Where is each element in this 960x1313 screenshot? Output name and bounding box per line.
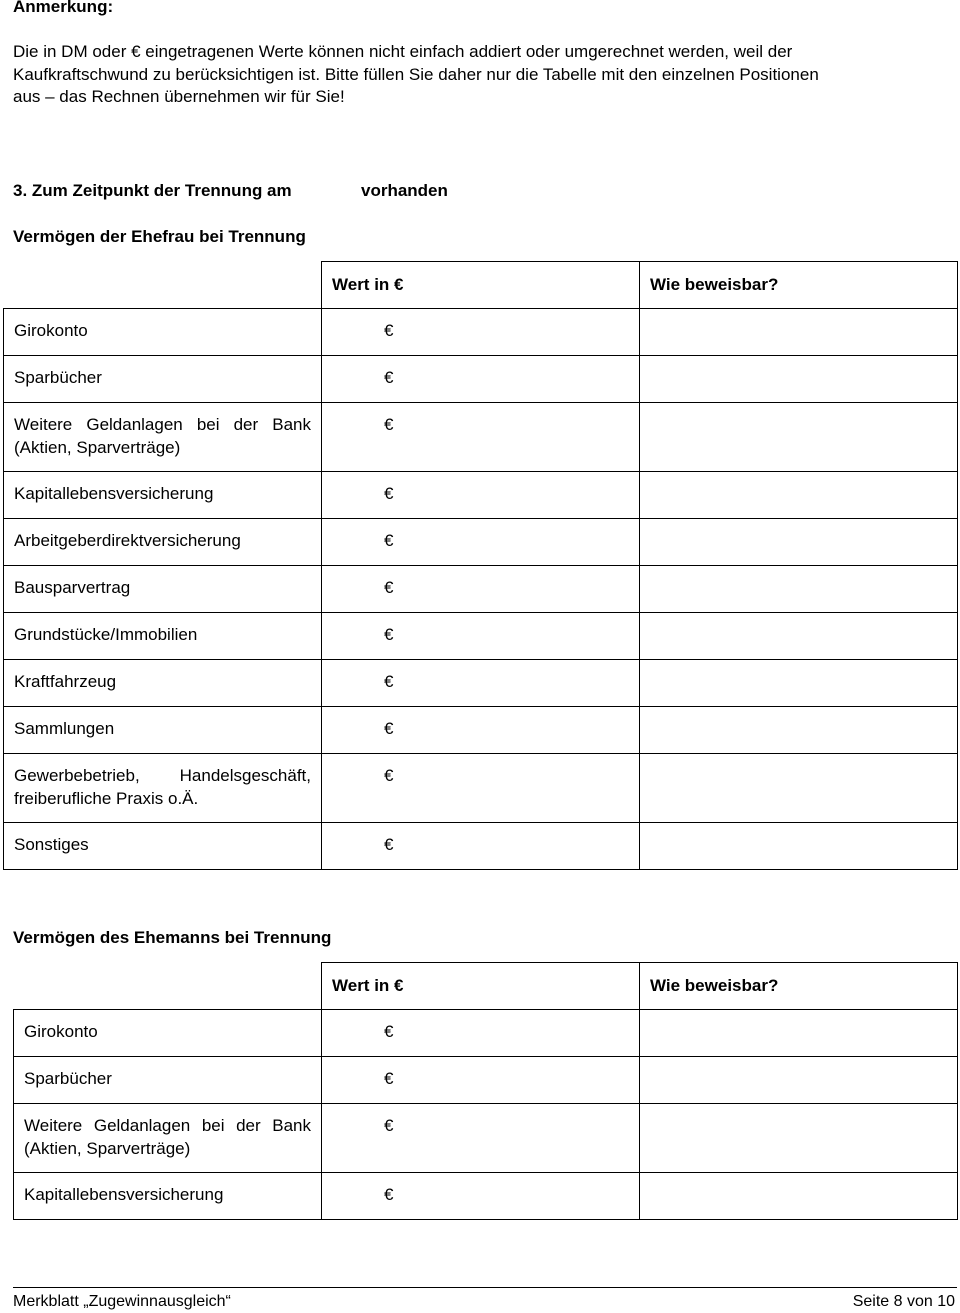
header-value: Wert in €	[322, 262, 640, 309]
row-label-line: Gewerbebetrieb, Handelsgeschäft,	[14, 766, 311, 785]
footer-document-title: Merkblatt „Zugewinnausgleich“	[13, 1293, 231, 1310]
proof-cell[interactable]	[640, 519, 958, 566]
proof-cell[interactable]	[640, 356, 958, 403]
table-row	[4, 754, 958, 823]
proof-cell[interactable]	[640, 1173, 958, 1220]
value-cell[interactable]: €	[322, 519, 640, 566]
value-cell[interactable]: €	[322, 660, 640, 707]
row-label: Kapitallebensversicherung	[14, 1173, 322, 1220]
proof-cell[interactable]	[640, 1057, 958, 1104]
value-cell[interactable]: €	[322, 566, 640, 613]
row-label: Sparbücher	[14, 1057, 322, 1104]
footer-page-number: Seite 8 von 10	[852, 1293, 955, 1310]
proof-cell[interactable]	[640, 566, 958, 613]
table-row	[4, 823, 958, 870]
header-empty-cell	[14, 963, 322, 1010]
proof-cell[interactable]	[640, 613, 958, 660]
row-label	[4, 403, 322, 472]
row-label	[4, 754, 322, 823]
row-label-line: (Aktien, Sparverträge)	[14, 437, 181, 457]
proof-cell[interactable]	[640, 707, 958, 754]
proof-cell[interactable]	[640, 1010, 958, 1057]
table-row	[14, 1010, 958, 1057]
row-label: Kapitallebensversicherung	[4, 472, 322, 519]
wife-assets-title: Vermögen der Ehefrau bei Trennung	[13, 227, 306, 246]
row-label: Bausparvertrag	[4, 566, 322, 613]
table-row	[4, 403, 958, 472]
proof-cell[interactable]	[640, 403, 958, 472]
table-row	[14, 1173, 958, 1220]
row-label-line: Weitere Geldanlagen bei der Bank	[24, 1116, 311, 1135]
table-header-row	[4, 262, 958, 309]
value-cell[interactable]: €	[322, 1173, 640, 1220]
table-row	[4, 472, 958, 519]
row-label: Sammlungen	[4, 707, 322, 754]
proof-cell[interactable]	[640, 823, 958, 870]
row-label: Sparbücher	[4, 356, 322, 403]
proof-cell[interactable]	[640, 309, 958, 356]
table-row	[4, 660, 958, 707]
note-line: aus – das Rechnen übernehmen wir für Sie!	[13, 87, 345, 106]
value-cell[interactable]: €	[322, 1010, 640, 1057]
table-row	[4, 356, 958, 403]
proof-cell[interactable]	[640, 1104, 958, 1173]
row-label: Sonstiges	[4, 823, 322, 870]
note-line: Kaufkraftschwund zu berücksichtigen ist. Bitte füllen Sie daher nur die Tabelle mit den einzelnen Positionen	[13, 64, 819, 84]
header-proof: Wie beweisbar?	[640, 963, 958, 1010]
husband-assets-table	[13, 962, 958, 1220]
section-heading: 3. Zum Zeitpunkt der Trennung am	[13, 181, 292, 200]
value-cell[interactable]: €	[322, 613, 640, 660]
note-line: Die in DM oder € eingetragenen Werte können nicht einfach addiert oder umgerechnet werden, weil der	[13, 42, 793, 61]
row-label	[14, 1104, 322, 1173]
row-label: Grundstücke/Immobilien	[4, 613, 322, 660]
proof-cell[interactable]	[640, 754, 958, 823]
row-label: Arbeitgeberdirektversicherung	[4, 519, 322, 566]
header-value: Wert in €	[322, 963, 640, 1010]
header-empty-cell	[4, 262, 322, 309]
value-cell[interactable]: €	[322, 472, 640, 519]
header-proof: Wie beweisbar?	[640, 262, 958, 309]
row-label-line: Weitere Geldanlagen bei der Bank	[14, 415, 311, 434]
proof-cell[interactable]	[640, 660, 958, 707]
value-cell[interactable]: €	[322, 823, 640, 870]
row-label: Girokonto	[4, 309, 322, 356]
value-cell[interactable]: €	[322, 309, 640, 356]
section-heading-suffix: vorhanden	[361, 181, 448, 200]
row-label: Girokonto	[14, 1010, 322, 1057]
table-row	[4, 309, 958, 356]
table-row	[14, 1104, 958, 1173]
row-label-line: freiberufliche Praxis o.Ä.	[14, 788, 199, 808]
husband-assets-title: Vermögen des Ehemanns bei Trennung	[13, 928, 332, 947]
value-cell[interactable]: €	[322, 707, 640, 754]
note-paragraph	[13, 41, 943, 109]
table-row	[14, 1057, 958, 1104]
value-cell[interactable]: €	[322, 1104, 640, 1173]
row-label: Kraftfahrzeug	[4, 660, 322, 707]
table-row	[4, 613, 958, 660]
value-cell[interactable]: €	[322, 356, 640, 403]
value-cell[interactable]: €	[322, 403, 640, 472]
table-row	[4, 519, 958, 566]
footer-divider	[13, 1287, 957, 1288]
table-row	[4, 707, 958, 754]
value-cell[interactable]: €	[322, 754, 640, 823]
table-header-row	[14, 963, 958, 1010]
wife-assets-table	[3, 261, 958, 870]
proof-cell[interactable]	[640, 472, 958, 519]
value-cell[interactable]: €	[322, 1057, 640, 1104]
note-title: Anmerkung:	[13, 0, 114, 16]
table-row	[4, 566, 958, 613]
row-label-line: (Aktien, Sparverträge)	[24, 1138, 191, 1158]
